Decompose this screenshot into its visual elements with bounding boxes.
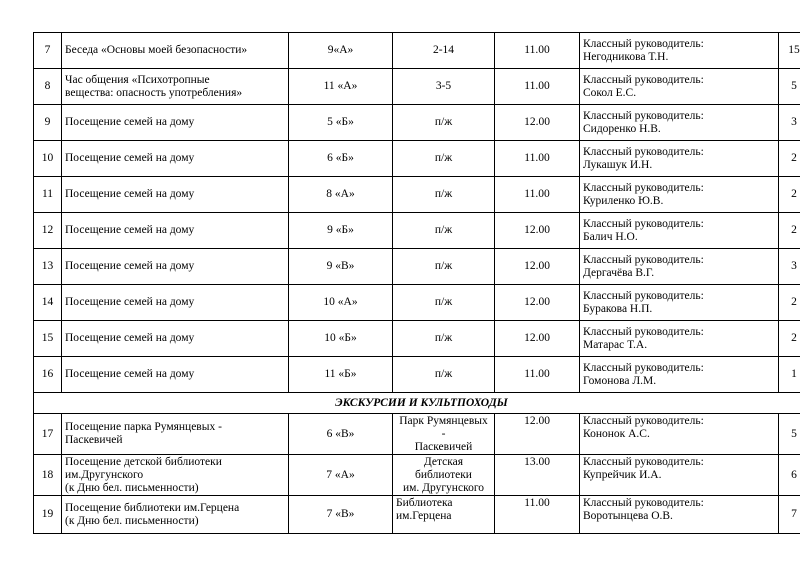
table-row bbox=[34, 105, 800, 141]
time-cell: 11.00 bbox=[495, 69, 580, 105]
class-cell: 6 «В» bbox=[289, 414, 393, 455]
responsible-cell: Классный руководитель: Сидоренко Н.В. bbox=[580, 105, 779, 141]
count-cell: 5 bbox=[779, 69, 800, 105]
class-cell: 9 «В» bbox=[289, 249, 393, 285]
section-title: ЭКСКУРСИИ И КУЛЬТПОХОДЫ bbox=[34, 393, 800, 414]
table-row bbox=[34, 414, 800, 455]
class-cell: 7 «В» bbox=[289, 496, 393, 534]
time-cell: 11.00 bbox=[495, 33, 580, 69]
count-cell: 7 bbox=[779, 496, 800, 534]
count-cell: 15 bbox=[779, 33, 800, 69]
count-cell: 2 bbox=[779, 213, 800, 249]
table-row bbox=[34, 455, 800, 496]
responsible-cell: Классный руководитель: Купрейчик И.А. bbox=[580, 455, 779, 496]
count-cell: 3 bbox=[779, 249, 800, 285]
row-number-cell: 18 bbox=[34, 455, 62, 496]
room-cell: п/ж bbox=[393, 285, 495, 321]
activity-cell: Посещение семей на дому bbox=[62, 177, 289, 213]
activity-cell: Посещение семей на дому bbox=[62, 249, 289, 285]
responsible-cell: Классный руководитель: Гомонова Л.М. bbox=[580, 357, 779, 393]
row-number-cell: 9 bbox=[34, 105, 62, 141]
table-row bbox=[34, 496, 800, 534]
responsible-cell: Классный руководитель: Негодникова Т.Н. bbox=[580, 33, 779, 69]
count-cell: 2 bbox=[779, 321, 800, 357]
table-row bbox=[34, 33, 800, 69]
time-cell: 11.00 bbox=[495, 496, 580, 534]
table-row bbox=[34, 69, 800, 105]
row-number-cell: 14 bbox=[34, 285, 62, 321]
room-cell: Парк Румянцевых - Паскевичей bbox=[393, 414, 495, 455]
time-cell: 12.00 bbox=[495, 105, 580, 141]
responsible-cell: Классный руководитель: Буракова Н.П. bbox=[580, 285, 779, 321]
room-cell: 2-14 bbox=[393, 33, 495, 69]
count-cell: 2 bbox=[779, 141, 800, 177]
row-number-cell: 16 bbox=[34, 357, 62, 393]
responsible-cell: Классный руководитель: Кононок А.С. bbox=[580, 414, 779, 455]
room-cell: п/ж bbox=[393, 213, 495, 249]
time-cell: 12.00 bbox=[495, 321, 580, 357]
class-cell: 10 «А» bbox=[289, 285, 393, 321]
responsible-cell: Классный руководитель: Матарас Т.А. bbox=[580, 321, 779, 357]
time-cell: 13.00 bbox=[495, 455, 580, 496]
time-cell: 11.00 bbox=[495, 141, 580, 177]
time-cell: 12.00 bbox=[495, 249, 580, 285]
class-cell: 5 «Б» bbox=[289, 105, 393, 141]
row-number-cell: 19 bbox=[34, 496, 62, 534]
table-row bbox=[34, 177, 800, 213]
table-row bbox=[34, 285, 800, 321]
time-cell: 12.00 bbox=[495, 414, 580, 455]
activity-cell: Посещение парка Румянцевых - Паскевичей bbox=[62, 414, 289, 455]
table-body-section bbox=[34, 393, 800, 414]
activity-cell: Посещение библиотеки им.Герцена (к Дню бел. письменности) bbox=[62, 496, 289, 534]
responsible-cell: Классный руководитель: Балич Н.О. bbox=[580, 213, 779, 249]
row-number-cell: 12 bbox=[34, 213, 62, 249]
time-cell: 11.00 bbox=[495, 357, 580, 393]
activity-cell: Беседа «Основы моей безопасности» bbox=[62, 33, 289, 69]
time-cell: 12.00 bbox=[495, 213, 580, 249]
room-cell: 3-5 bbox=[393, 69, 495, 105]
row-number-cell: 17 bbox=[34, 414, 62, 455]
table-row bbox=[34, 141, 800, 177]
room-cell: п/ж bbox=[393, 105, 495, 141]
activity-cell: Час общения «Психотропные вещества: опасность употребления» bbox=[62, 69, 289, 105]
table-row bbox=[34, 249, 800, 285]
activity-cell: Посещение семей на дому bbox=[62, 357, 289, 393]
class-cell: 11 «А» bbox=[289, 69, 393, 105]
activity-cell: Посещение семей на дому bbox=[62, 321, 289, 357]
count-cell: 5 bbox=[779, 414, 800, 455]
row-number-cell: 15 bbox=[34, 321, 62, 357]
room-cell: п/ж bbox=[393, 249, 495, 285]
activity-cell: Посещение семей на дому bbox=[62, 285, 289, 321]
class-cell: 9 «Б» bbox=[289, 213, 393, 249]
class-cell: 10 «Б» bbox=[289, 321, 393, 357]
activity-cell: Посещение семей на дому bbox=[62, 213, 289, 249]
activity-cell: Посещение семей на дому bbox=[62, 105, 289, 141]
room-cell: п/ж bbox=[393, 357, 495, 393]
count-cell: 2 bbox=[779, 177, 800, 213]
responsible-cell: Классный руководитель: Сокол Е.С. bbox=[580, 69, 779, 105]
class-cell: 7 «А» bbox=[289, 455, 393, 496]
count-cell: 6 bbox=[779, 455, 800, 496]
table-row bbox=[34, 213, 800, 249]
row-number-cell: 10 bbox=[34, 141, 62, 177]
class-cell: 6 «Б» bbox=[289, 141, 393, 177]
room-cell: Детская библиотеки им. Другунского bbox=[393, 455, 495, 496]
class-cell: 9«А» bbox=[289, 33, 393, 69]
responsible-cell: Классный руководитель: Дергачёва В.Г. bbox=[580, 249, 779, 285]
table-body-activities bbox=[34, 33, 800, 393]
row-number-cell: 8 bbox=[34, 69, 62, 105]
row-number-cell: 11 bbox=[34, 177, 62, 213]
schedule-table bbox=[33, 32, 800, 534]
row-number-cell: 7 bbox=[34, 33, 62, 69]
class-cell: 11 «Б» bbox=[289, 357, 393, 393]
activity-cell: Посещение детской библиотеки им.Другунского (к Дню бел. письменности) bbox=[62, 455, 289, 496]
responsible-cell: Классный руководитель: Лукашук И.Н. bbox=[580, 141, 779, 177]
responsible-cell: Классный руководитель: Воротынцева О.В. bbox=[580, 496, 779, 534]
table-row bbox=[34, 321, 800, 357]
room-cell: п/ж bbox=[393, 177, 495, 213]
count-cell: 1 bbox=[779, 357, 800, 393]
room-cell: п/ж bbox=[393, 321, 495, 357]
class-cell: 8 «А» bbox=[289, 177, 393, 213]
table-body-excursions bbox=[34, 414, 800, 534]
time-cell: 11.00 bbox=[495, 177, 580, 213]
time-cell: 12.00 bbox=[495, 285, 580, 321]
count-cell: 2 bbox=[779, 285, 800, 321]
count-cell: 3 bbox=[779, 105, 800, 141]
room-cell: п/ж bbox=[393, 141, 495, 177]
room-cell: Библиотека им.Герцена bbox=[393, 496, 495, 534]
table-row bbox=[34, 357, 800, 393]
section-header-row bbox=[34, 393, 800, 414]
activity-cell: Посещение семей на дому bbox=[62, 141, 289, 177]
responsible-cell: Классный руководитель: Куриленко Ю.В. bbox=[580, 177, 779, 213]
row-number-cell: 13 bbox=[34, 249, 62, 285]
